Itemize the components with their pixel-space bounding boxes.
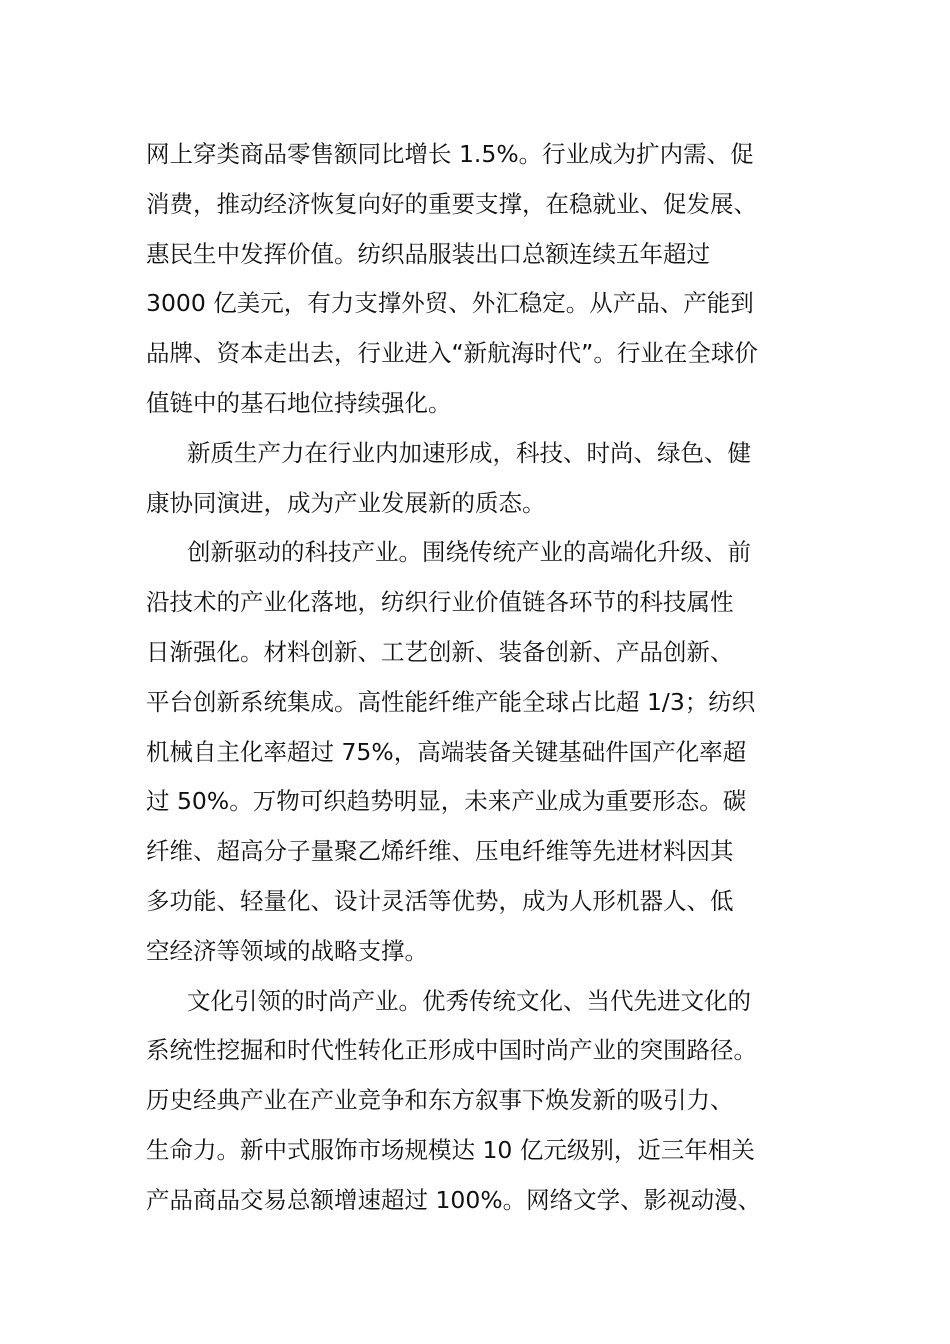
text-line: 机械自主化率超过 75%，高端装备关键基础件国产化率超	[146, 737, 747, 766]
paragraph-first-line: 创新驱动的科技产业。围绕传统产业的高端化升级、前	[187, 538, 751, 567]
text-line: 历史经典产业在产业竞争和东方叙事下焕发新的吸引力、	[146, 1086, 734, 1115]
text-line: 康协同演进，成为产业发展新的质态。	[146, 488, 546, 517]
text-line: 产品商品交易总额增速超过 100%。网络文学、影视动漫、	[146, 1185, 762, 1214]
text-line: 网上穿类商品零售额同比增长 1.5%。行业成为扩内需、促	[146, 140, 754, 168]
text-line: 沿技术的产业化落地，纺织行业价值链各环节的科技属性	[146, 588, 734, 617]
text-line: 日渐强化。材料创新、工艺创新、装备创新、产品创新、	[146, 637, 734, 666]
text-line: 平台创新系统集成。高性能纤维产能全球占比超 1/3；纺织	[146, 687, 756, 716]
text-line: 消费，推动经济恢复向好的重要支撑，在稳就业、促发展、	[146, 189, 757, 218]
text-line: 品牌、资本走出去，行业进入“新航海时代”。行业在全球价	[146, 339, 758, 368]
text-line: 系统性挖掘和时代性转化正形成中国时尚产业的突围路径。	[146, 1036, 757, 1065]
text-line: 多功能、轻量化、设计灵活等优势，成为人形机器人、低	[146, 886, 734, 915]
text-line: 空经济等领域的战略支撑。	[146, 936, 428, 965]
text-line: 过 50%。万物可织趋势明显，未来产业成为重要形态。碳	[146, 787, 747, 816]
text-line: 值链中的基石地位持续强化。	[146, 388, 452, 417]
text-line: 生命力。新中式服饰市场规模达 10 亿元级别，近三年相关	[146, 1135, 755, 1164]
text-line: 惠民生中发挥价值。纺织品服装出口总额连续五年超过	[146, 239, 710, 268]
paragraph-first-line: 文化引领的时尚产业。优秀传统文化、当代先进文化的	[187, 986, 751, 1015]
document-body	[146, 130, 808, 1226]
paragraph-first-line: 新质生产力在行业内加速形成，科技、时尚、绿色、健	[187, 438, 751, 467]
text-line: 纤维、超高分子量聚乙烯纤维、压电纤维等先进材料因其	[146, 837, 734, 866]
text-line: 3000 亿美元，有力支撑外贸、外汇稳定。从产品、产能到	[146, 289, 754, 318]
